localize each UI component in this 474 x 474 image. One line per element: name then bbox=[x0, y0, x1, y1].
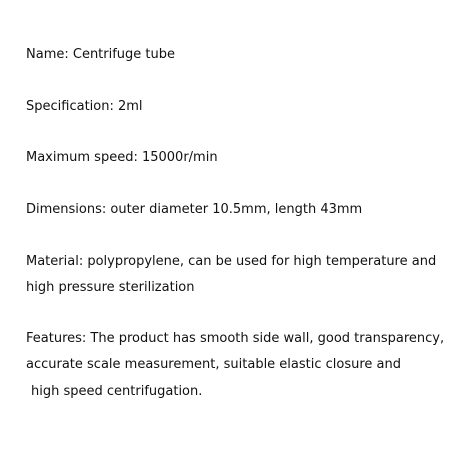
features-line-1: Features: The product has smooth side wall, good transparency, bbox=[26, 331, 445, 346]
features-line-2: accurate scale measurement, suitable elastic closure and bbox=[26, 357, 402, 372]
dimensions: Dimensions: outer diameter 10.5mm, length 43mm bbox=[26, 202, 363, 217]
maximum-speed: Maximum speed: 15000r/min bbox=[26, 150, 218, 165]
product-name: Name: Centrifuge tube bbox=[26, 47, 176, 62]
material-line-1: Material: polypropylene, can be used for high temperature and bbox=[26, 254, 437, 269]
features-line-3: high speed centrifugation. bbox=[31, 384, 203, 399]
material-line-2: high pressure sterilization bbox=[26, 280, 195, 295]
product-specification: Specification: 2ml bbox=[26, 99, 143, 114]
